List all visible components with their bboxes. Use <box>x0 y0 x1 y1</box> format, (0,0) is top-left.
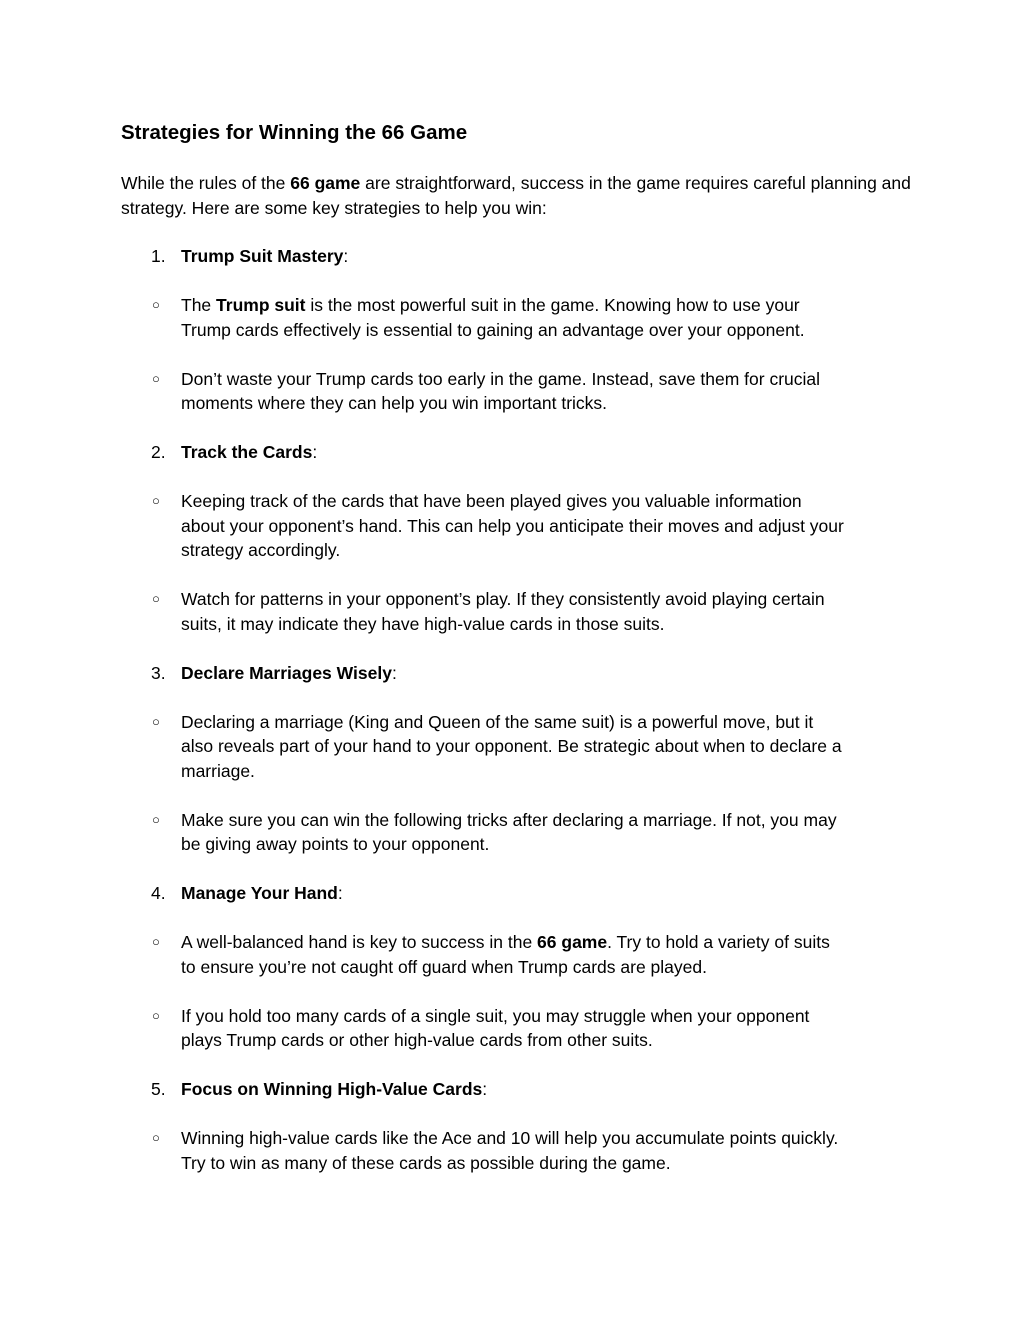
strategy-heading: Focus on Winning High-Value Cards <box>181 1079 483 1099</box>
strategy-heading: Trump Suit Mastery <box>181 246 344 266</box>
strategy-item <box>121 881 911 1053</box>
strategy-point: ○ Don’t waste your Trump cards too early in the game. Instead, save them for crucial moments where they can help you win important tricks. <box>152 368 821 413</box>
strategy-point: ○ Make sure you can win the following tricks after declaring a marriage. If not, you may be giving away points to your opponent. <box>152 809 837 854</box>
hollow-circle-bullet-icon: ○ <box>152 934 160 949</box>
strategy-point: ○ If you hold too many cards of a single suit, you may struggle when your opponent plays Trump cards or other high-value cards from other suits. <box>152 1005 810 1050</box>
strategy-number: 5. <box>151 1079 166 1099</box>
strategy-point: ○ Keeping track of the cards that have been played gives you valuable information about your opponent’s hand. This can help you anticipate their moves and adjust your strategy accordingly. <box>152 491 844 560</box>
hollow-circle-bullet-icon: ○ <box>152 493 160 508</box>
hollow-circle-bullet-icon: ○ <box>152 297 160 312</box>
strategy-heading-suffix: : <box>343 246 349 266</box>
strategy-points <box>152 489 911 636</box>
strategy-point: ○ A well-balanced hand is key to success in the 66 game. Try to hold a variety of suits to ensure you’re not caught off guard when Trump cards are played. <box>152 932 830 977</box>
strategy-point: ○ Watch for patterns in your opponent’s play. If they consistently avoid playing certain suits, it may indicate they have high-value cards in those suits. <box>152 589 825 634</box>
strategy-heading: Track the Cards <box>181 442 313 462</box>
hollow-circle-bullet-icon: ○ <box>152 811 160 827</box>
strategy-heading-line <box>181 244 911 269</box>
strategy-point: ○ The Trump suit is the most powerful suit in the game. Knowing how to use your Trump cards effectively is essential to gaining an advantage over your opponent. <box>152 295 805 340</box>
strategy-heading-line <box>181 440 911 465</box>
strategy-point: ○ Declaring a marriage (King and Queen of the same suit) is a powerful move, but it also reveals part of your hand to your opponent. Be strategic about when to declare a marriage. <box>152 711 842 781</box>
hollow-circle-bullet-icon: ○ <box>152 713 160 729</box>
strategy-heading-suffix: : <box>337 883 343 903</box>
strategy-heading: Manage Your Hand <box>181 883 338 903</box>
strategy-item <box>121 1077 911 1175</box>
intro-text-before: While the rules of the <box>121 173 291 193</box>
strategy-number: 3. <box>151 662 166 683</box>
strategy-heading-line <box>181 881 911 906</box>
page-title: Strategies for Winning the 66 Game <box>121 121 468 144</box>
strategy-heading-suffix: : <box>391 662 397 683</box>
point-bold-term: 66 game <box>537 932 608 952</box>
hollow-circle-bullet-icon: ○ <box>152 370 160 386</box>
strategy-list <box>121 244 911 1175</box>
document-page <box>121 118 911 1200</box>
strategy-item <box>121 661 911 857</box>
strategy-points <box>152 930 911 1053</box>
strategy-heading-line <box>181 1077 911 1102</box>
intro-bold-term: 66 game <box>290 173 361 193</box>
intro-text-after: are straightforward, success in the game requires careful planning and strategy. Here are some key strategies to help you win: <box>121 173 911 218</box>
strategy-number: 4. <box>151 883 166 903</box>
strategy-item <box>121 440 911 636</box>
point-bold-term: Trump suit <box>216 295 306 315</box>
strategy-heading-suffix: : <box>312 442 318 462</box>
strategy-point: ○ Winning high-value cards like the Ace and 10 will help you accumulate points quickly. Try to win as many of these cards as possible during the game. <box>152 1128 839 1173</box>
strategy-item <box>121 244 911 416</box>
strategy-number: 1. <box>151 246 166 266</box>
strategy-heading-line <box>181 661 911 686</box>
hollow-circle-bullet-icon: ○ <box>152 1007 160 1023</box>
strategy-number: 2. <box>151 442 166 462</box>
hollow-circle-bullet-icon: ○ <box>152 591 160 606</box>
strategy-points <box>152 293 911 416</box>
intro-paragraph <box>121 171 911 220</box>
strategy-points <box>152 1126 911 1175</box>
strategy-heading-suffix: : <box>482 1079 488 1099</box>
strategy-heading: Declare Marriages Wisely <box>181 662 392 683</box>
strategy-points <box>152 710 911 857</box>
hollow-circle-bullet-icon: ○ <box>152 1130 160 1145</box>
